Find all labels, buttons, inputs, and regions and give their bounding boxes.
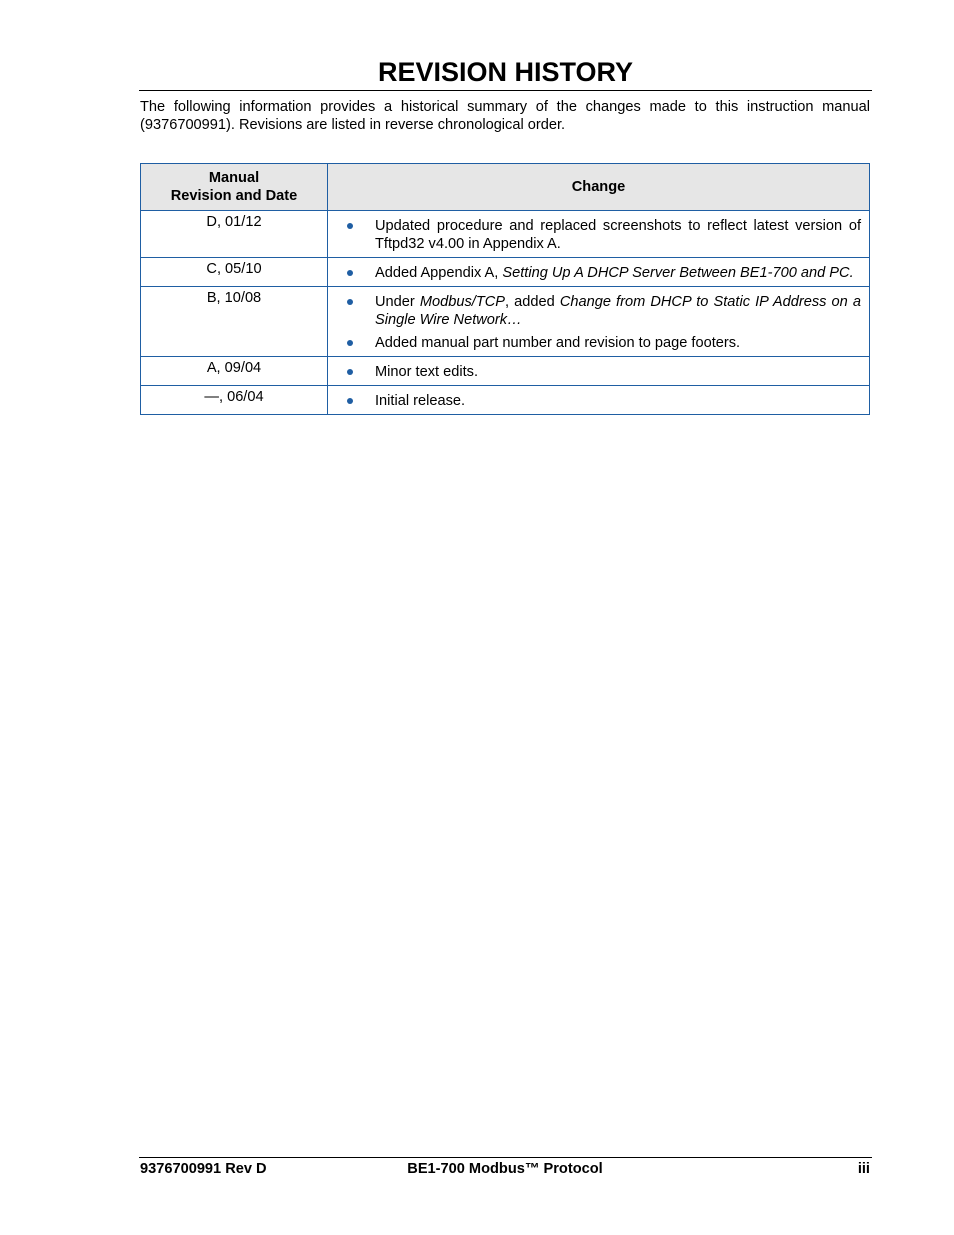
change-list-item (328, 264, 861, 282)
change-cell (328, 386, 870, 415)
revision-cell: —, 06/04 (141, 386, 328, 415)
bullet-icon (347, 340, 353, 346)
table-body (141, 211, 870, 415)
change-text: , added (505, 294, 560, 310)
title-divider (139, 90, 872, 91)
change-text-italic: Modbus/TCP (419, 294, 506, 310)
change-text: Initial release. (375, 393, 466, 409)
revision-cell: D, 01/12 (141, 211, 328, 258)
change-text: Added manual part number and revision to page footers. (375, 335, 741, 351)
revision-header-line1: Manual (208, 170, 260, 186)
change-list-item (328, 293, 861, 329)
revision-cell: B, 10/08 (141, 287, 328, 357)
change-column-header: Change (328, 164, 870, 211)
table-header-row (141, 164, 870, 211)
bullet-icon (347, 299, 353, 305)
intro-paragraph: The following information provides a historical summary of the changes made to this instruction manual (9376700991). Revisions are listed in reverse chronological order. (140, 99, 870, 133)
change-text: Under (375, 294, 420, 310)
change-list-item (328, 363, 861, 381)
table-row (141, 211, 870, 258)
change-cell (328, 258, 870, 287)
bullet-icon (347, 223, 353, 229)
revision-column-header (141, 164, 328, 211)
footer-document-number: 9376700991 Rev D (140, 1161, 267, 1177)
revision-header-line2: Revision and Date (170, 188, 298, 204)
change-list-item (328, 392, 861, 410)
bullet-icon (347, 398, 353, 404)
change-text-italic: Setting Up A DHCP Server Between BE1-700 and PC. (502, 265, 854, 281)
revision-history-table (140, 163, 870, 415)
table-row (141, 386, 870, 415)
bullet-icon (347, 369, 353, 375)
change-list-item (328, 334, 861, 352)
revision-cell: A, 09/04 (141, 357, 328, 386)
change-cell (328, 287, 870, 357)
footer-page-number: iii (857, 1161, 870, 1177)
footer-document-title: BE1-700 Modbus™ Protocol (407, 1161, 603, 1177)
revision-cell: C, 05/10 (141, 258, 328, 287)
change-text: Added Appendix A, (375, 265, 503, 281)
change-list-item (328, 217, 861, 253)
bullet-icon (347, 270, 353, 276)
change-text: Updated procedure and replaced screenshots to reflect latest version of Tftpd32 v4.00 in Appendix A. (375, 218, 861, 252)
footer-divider (139, 1157, 872, 1158)
table-row (141, 357, 870, 386)
change-cell (328, 357, 870, 386)
page-title: REVISION HISTORY (377, 57, 634, 87)
table-row (141, 287, 870, 357)
change-text: Minor text edits. (375, 364, 479, 380)
change-text-italic: Change from DHCP to Static IP Address on a Single Wire Network… (375, 294, 861, 328)
table-row (141, 258, 870, 287)
change-cell (328, 211, 870, 258)
